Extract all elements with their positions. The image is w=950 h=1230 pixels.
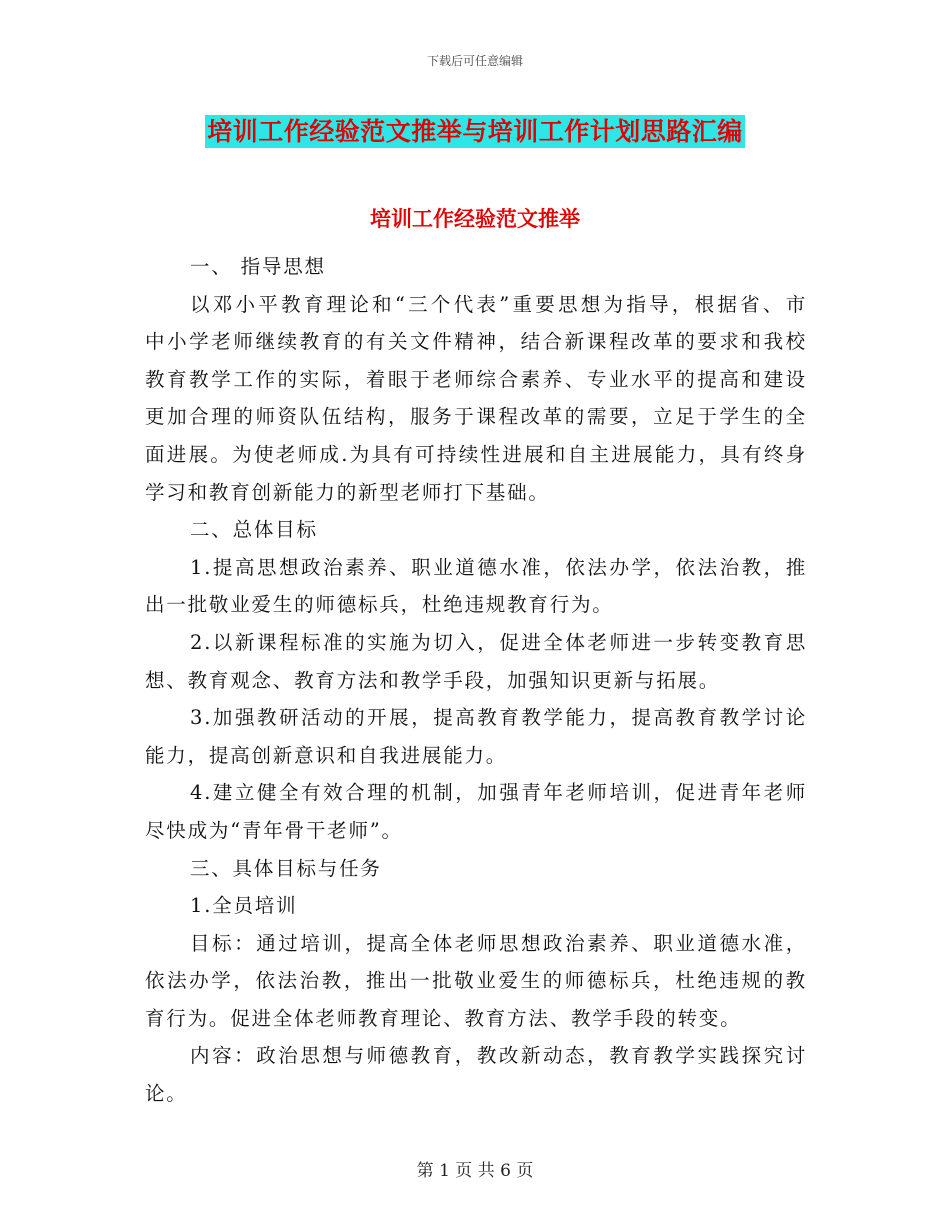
text-line: 2.以新课程标准的实施为切入，促进全体老师进一步转变教育思 (190, 630, 807, 654)
text-line: 学习和教育创新能力的新型老师打下基础。 (145, 480, 550, 504)
text-line: 1.提高思想政治素养、职业道德水准，依法办学，依法治教，推 (190, 555, 807, 579)
header-note: 下载后可任意编辑 (426, 54, 523, 68)
page-footer: 第 1 页 共 6 页 (416, 1161, 534, 1181)
text-line: 想、教育观念、教育方法和教学手段，加强知识更新与拓展。 (145, 668, 721, 692)
text-line: 更加合理的师资队伍结构，服务于课程改革的需要，立足于学生的全 (145, 405, 807, 429)
document-body (145, 248, 807, 1113)
text-line: 三、具体目标与任务 (190, 856, 382, 880)
text-line: 二、总体目标 (190, 518, 318, 542)
text-line: 能力，提高创新意识和自我进展能力。 (145, 743, 508, 767)
text-line: 目标：通过培训，提高全体老师思想政治素养、职业道德水准， (190, 931, 807, 955)
text-line: 1.全员培训 (190, 894, 298, 918)
section-title: 培训工作经验范文推举 (370, 207, 580, 231)
main-title (0, 112, 950, 148)
text-line: 内容：政治思想与师德教育，教改新动态，教育教学实践探究讨 (190, 1044, 807, 1068)
text-line: 一、 指导思想 (190, 255, 326, 278)
text-line: 依法办学，依法治教，推出一批敬业爱生的师德标兵，杜绝违规的教 (145, 969, 807, 993)
text-line: 尽快成为“青年骨干老师”。 (145, 818, 403, 842)
text-line: 出一批敬业爱生的师德标兵，杜绝违规教育行为。 (145, 593, 614, 617)
main-title-text: 培训工作经验范文推举与培训工作计划思路汇编 (207, 117, 743, 146)
text-line: 面进展。为使老师成.为具有可持续性进展和自主进展能力，具有终身 (145, 442, 807, 466)
text-line: 论。 (145, 1082, 188, 1106)
text-line: 3.加强教研活动的开展，提高教育教学能力，提高教育教学讨论 (190, 706, 807, 730)
text-line: 4.建立健全有效合理的机制，加强青年老师培训，促进青年老师 (190, 781, 807, 805)
text-line: 育行为。促进全体老师教育理论、教育方法、教学手段的转变。 (145, 1006, 742, 1030)
text-line: 以邓小平教育理论和“三个代表”重要思想为指导，根据省、市 (190, 292, 807, 316)
text-line: 教育教学工作的实际，着眼于老师综合素养、专业水平的提高和建设 (145, 367, 807, 391)
text-line: 中小学老师继续教育的有关文件精神，结合新课程改革的要求和我校 (145, 330, 807, 354)
